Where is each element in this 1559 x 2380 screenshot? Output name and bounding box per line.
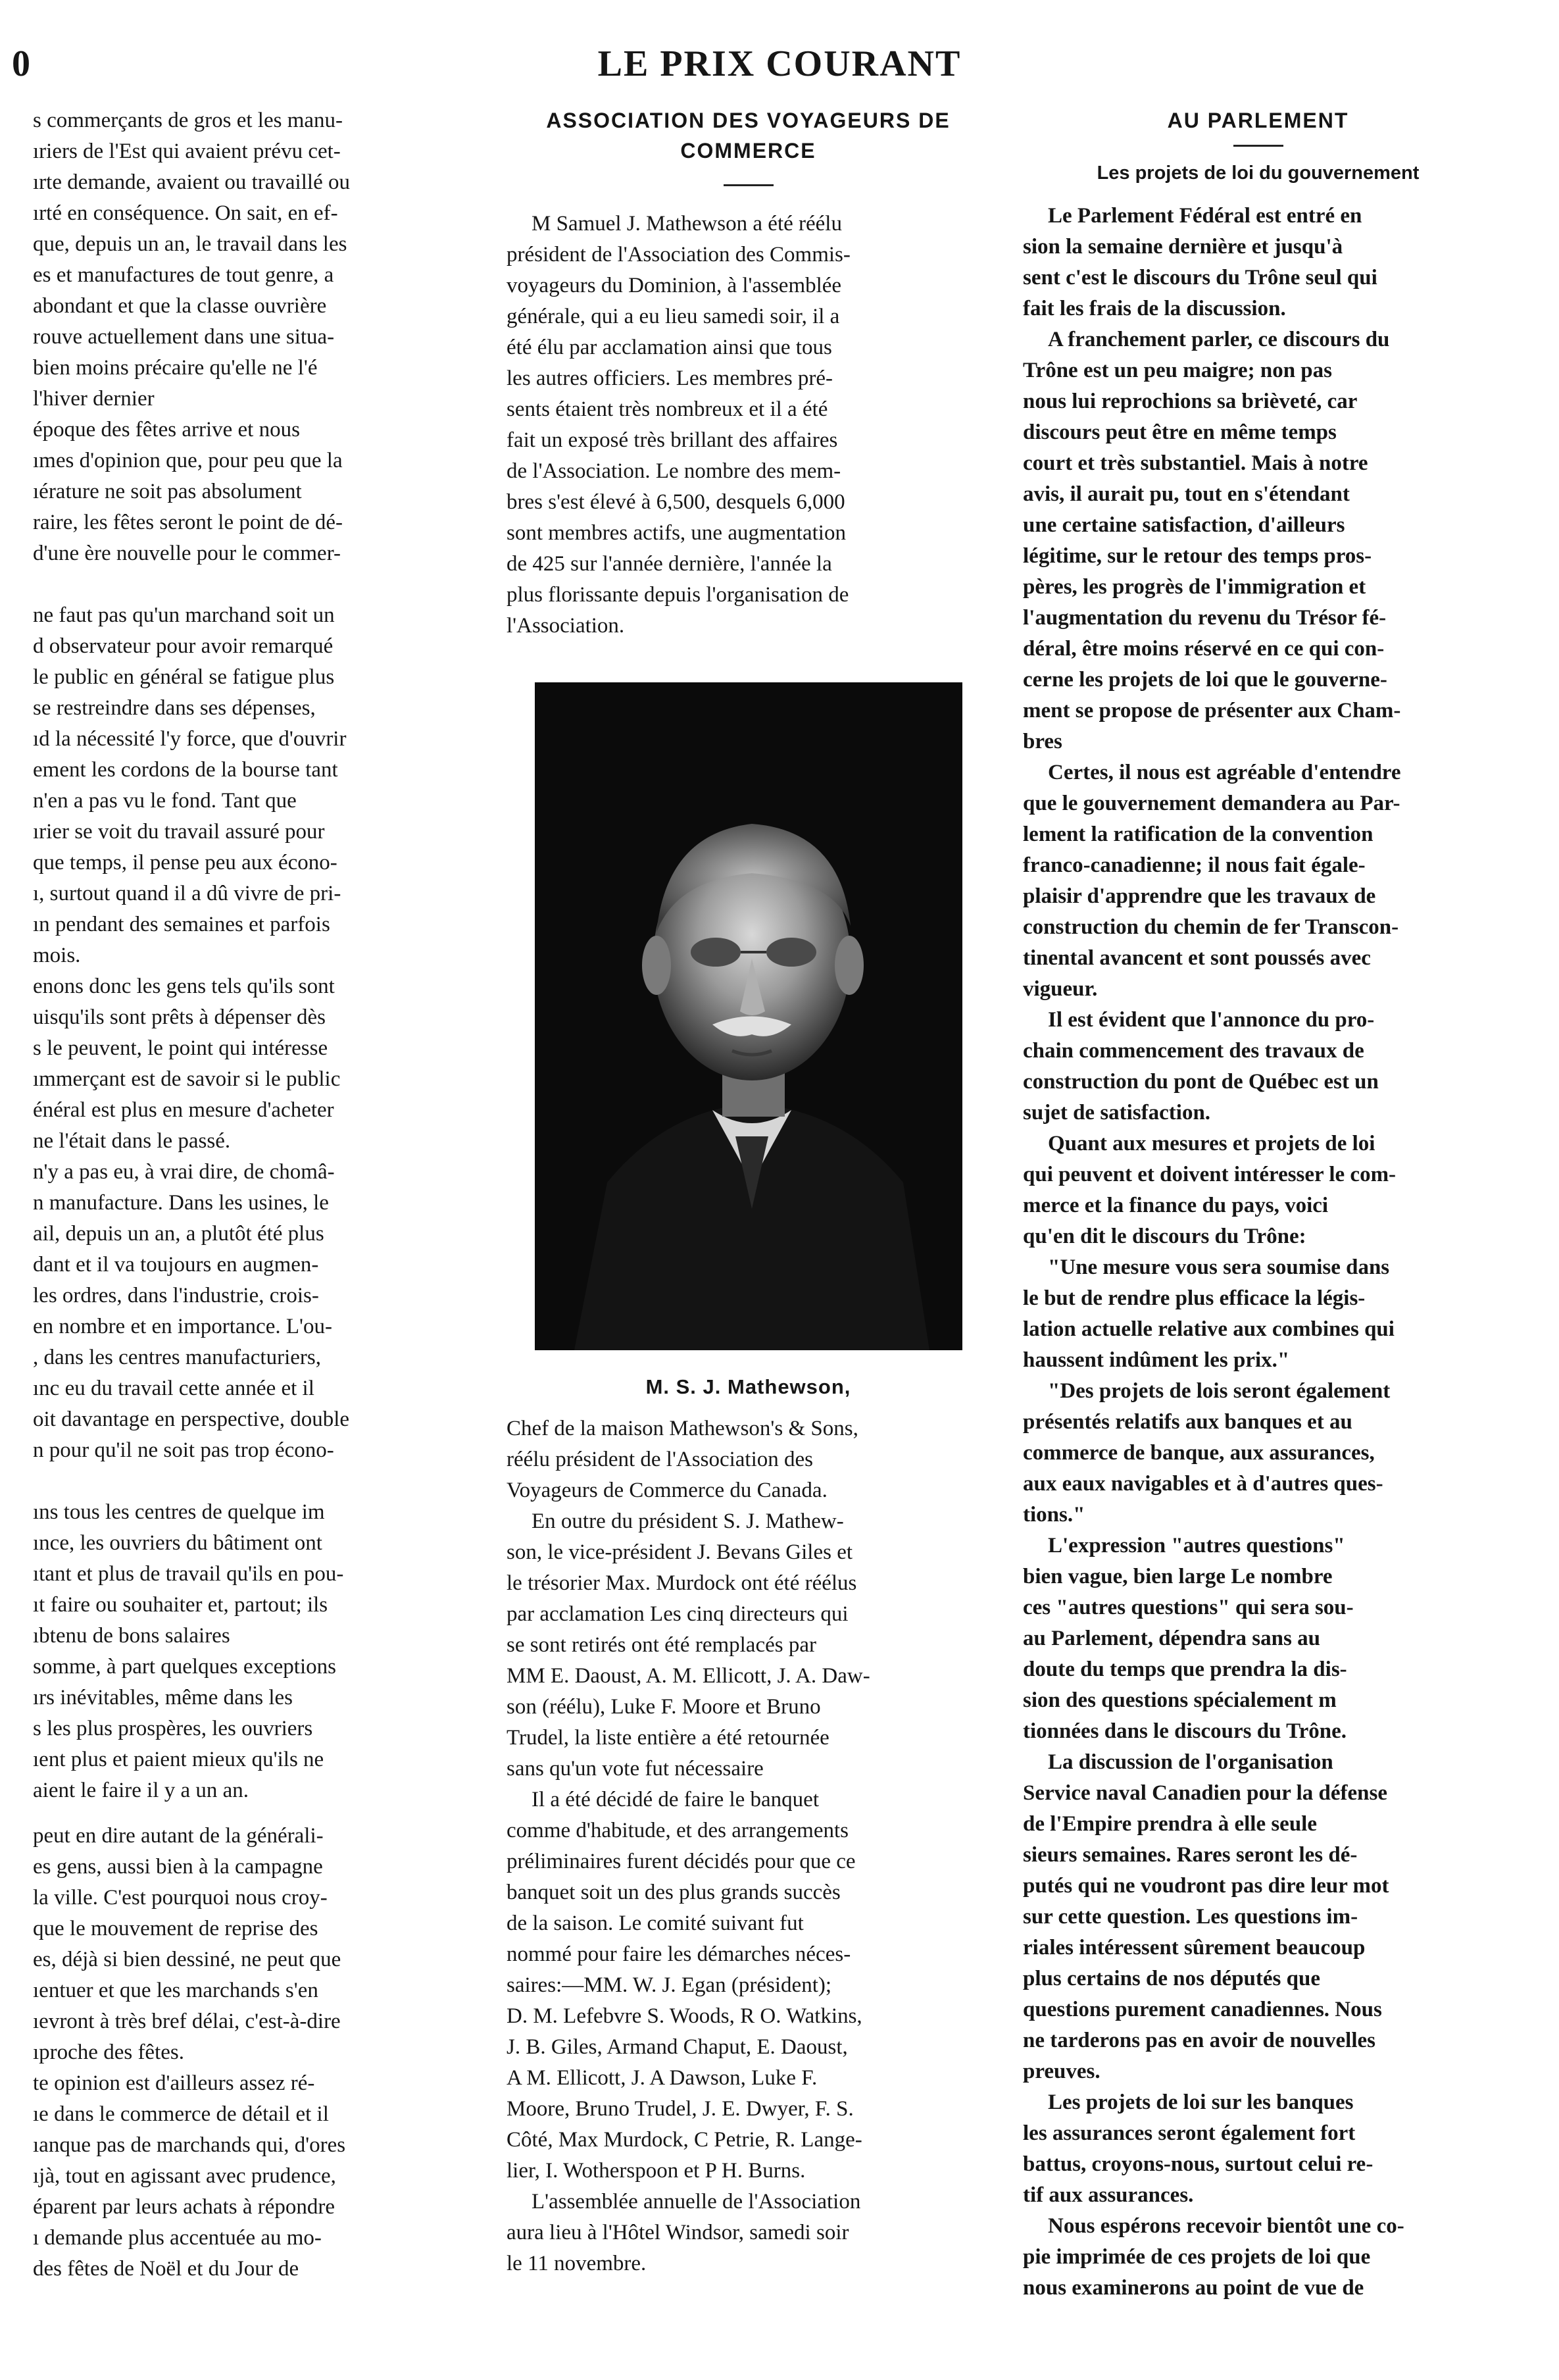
text-line: Certes, il nous est agréable d'entendre	[1048, 761, 1401, 784]
text-line: te opinion est d'ailleurs assez ré-	[33, 2071, 315, 2095]
text-line: sion la semaine dernière et jusqu'à	[1023, 235, 1343, 259]
text-line: questions purement canadiennes. Nous	[1023, 1998, 1382, 2021]
text-line: ıtant et plus de travail qu'ils en pou-	[33, 1562, 344, 1586]
text-line: ıbtenu de bons salaires	[33, 1624, 230, 1648]
text-line: chain commencement des travaux de	[1023, 1039, 1364, 1063]
text-line: ne faut pas qu'un marchand soit un	[33, 603, 335, 627]
text-line: ı, surtout quand il a dû vivre de pri-	[33, 882, 341, 905]
left-paragraph-3	[33, 600, 467, 971]
text-line: commerce de banque, aux assurances,	[1023, 1441, 1375, 1465]
text-line: Il a été décidé de faire le banquet	[532, 1788, 819, 1811]
text-line: se restreindre dans ses dépenses,	[33, 696, 316, 720]
text-line: Trudel, la liste entière a été retournée	[507, 1726, 829, 1750]
left-paragraph-4	[33, 971, 467, 1466]
text-line: riales intéressent sûrement beaucoup	[1023, 1936, 1366, 1960]
text-line: mois.	[33, 944, 81, 967]
photo-caption	[507, 1413, 990, 1506]
text-line: les ordres, dans l'industrie, crois-	[33, 1284, 319, 1307]
photo-caption-name: M. S. J. Mathewson,	[645, 1375, 851, 1398]
text-line: n'en a pas vu le fond. Tant que	[33, 789, 297, 813]
text-line: ıjà, tout en agissant avec prudence,	[33, 2164, 336, 2188]
text-line: une certaine satisfaction, d'ailleurs	[1023, 513, 1345, 537]
text-line: pères, les progrès de l'immigration et	[1023, 575, 1366, 599]
text-line: peut en dire autant de la générali-	[33, 1824, 324, 1848]
text-line: ı demande plus accentuée au mo-	[33, 2226, 322, 2250]
text-line: s commerçants de gros et les manu-	[33, 109, 343, 132]
text-line: le but de rendre plus efficace la légis-	[1023, 1286, 1366, 1310]
article-body	[1023, 201, 1493, 2304]
text-line: éparent par leurs achats à répondre	[33, 2195, 335, 2219]
text-line: qu'en dit le discours du Trône:	[1023, 1225, 1306, 1248]
text-line: pie imprimée de ces projets de loi que	[1023, 2245, 1371, 2269]
text-line: aura lieu à l'Hôtel Windsor, samedi soir	[507, 2221, 849, 2244]
text-line: court et très substantiel. Mais à notre	[1023, 451, 1368, 475]
article-body	[507, 1506, 990, 2279]
page-header	[0, 36, 1559, 95]
text-line: ıe dans le commerce de détail et il	[33, 2102, 329, 2126]
text-line: de la saison. Le comité suivant fut	[507, 1912, 804, 1935]
text-line: plus certains de nos députés que	[1023, 1967, 1320, 1990]
text-line: doute du temps que prendra la dis-	[1023, 1658, 1347, 1681]
text-line: enons donc les gens tels qu'ils sont	[33, 975, 335, 998]
text-line: fait un exposé très brillant des affaires	[507, 428, 838, 452]
text-line: plaisir d'apprendre que les travaux de	[1023, 884, 1376, 908]
text-line: Nous espérons recevoir bientôt une co-	[1048, 2214, 1404, 2238]
caption-line: Chef de la maison Mathewson's & Sons,	[507, 1417, 858, 1440]
portrait-photo	[535, 682, 962, 1350]
text-line: vigueur.	[1023, 977, 1098, 1001]
text-line: l'hiver dernier	[33, 387, 155, 411]
text-line: saires:—MM. W. J. Egan (président);	[507, 1973, 832, 1997]
text-line: l'augmentation du revenu du Trésor fé-	[1023, 606, 1387, 630]
text-line: rouve actuellement dans une situa-	[33, 325, 335, 349]
text-line: ıevront à très bref délai, c'est-à-dire	[33, 2010, 341, 2033]
text-line: Les projets de loi sur les banques	[1048, 2090, 1354, 2114]
text-line: nous lui reprochions sa brièveté, car	[1023, 390, 1358, 413]
text-line: le trésorier Max. Murdock ont été réélus	[507, 1571, 857, 1595]
text-line: ın pendant des semaines et parfois	[33, 913, 330, 936]
text-line: construction du pont de Québec est un	[1023, 1070, 1379, 1094]
text-line: ırier se voit du travail assuré pour	[33, 820, 325, 844]
text-line: s les plus prospères, les ouvriers	[33, 1717, 313, 1740]
left-paragraph-6	[33, 1821, 467, 2285]
text-line: M Samuel J. Mathewson a été réélu	[532, 212, 842, 236]
text-line: ımmerçant est de savoir si le public	[33, 1067, 341, 1091]
text-line: tif aux assurances.	[1023, 2183, 1194, 2207]
text-line: ırté en conséquence. On sait, en ef-	[33, 201, 338, 225]
text-line: s le peuvent, le point qui intéresse	[33, 1036, 328, 1060]
text-line: ıentuer et que les marchands s'en	[33, 1979, 318, 2002]
text-line: ıent plus et paient mieux qu'ils ne	[33, 1748, 324, 1771]
text-line: sans qu'un vote fut nécessaire	[507, 1757, 764, 1781]
text-line: bres	[1023, 730, 1062, 753]
left-paragraph-1	[33, 105, 467, 415]
text-line: ırs inévitables, même dans les	[33, 1686, 293, 1709]
text-line: se sont retirés ont été remplacés par	[507, 1633, 816, 1657]
text-line: L'expression "autres questions"	[1048, 1534, 1345, 1557]
text-line: par acclamation Les cinq directeurs qui	[507, 1602, 849, 1626]
text-line: haussent indûment les prix."	[1023, 1348, 1290, 1372]
text-line: "Une mesure vous sera soumise dans	[1048, 1255, 1390, 1279]
caption-line: réélu président de l'Association des	[507, 1448, 813, 1471]
text-line: es et manufactures de tout genre, a	[33, 263, 334, 287]
text-line: J. B. Giles, Armand Chaput, E. Daoust,	[507, 2035, 848, 2059]
text-line: lement la ratification de la convention	[1023, 823, 1373, 846]
text-line: d observateur pour avoir remarqué	[33, 634, 334, 658]
text-line: sents étaient très nombreux et il a été	[507, 397, 828, 421]
text-line: que le gouvernement demandera au Par-	[1023, 792, 1400, 815]
text-line: putés qui ne voudront pas dire leur mot	[1023, 1874, 1389, 1898]
text-line: lier, I. Wotherspoon et P H. Burns.	[507, 2159, 806, 2183]
text-line: de l'Association. Le nombre des mem-	[507, 459, 841, 483]
text-line: président de l'Association des Commis-	[507, 243, 851, 266]
right-column	[1023, 105, 1493, 2304]
text-line: que, depuis un an, le travail dans les	[33, 232, 347, 256]
text-line: ne l'était dans le passé.	[33, 1129, 231, 1153]
text-line: La discussion de l'organisation	[1048, 1750, 1333, 1774]
text-line: lation actuelle relative aux combines qui	[1023, 1317, 1395, 1341]
text-line: Le Parlement Fédéral est entré en	[1048, 204, 1362, 228]
text-line: des fêtes de Noël et du Jour de	[33, 2257, 299, 2281]
text-line: présentés relatifs aux banques et au	[1023, 1410, 1352, 1434]
text-line: ıérature ne soit pas absolument	[33, 480, 302, 503]
text-line: ınc eu du travail cette année et il	[33, 1377, 314, 1400]
text-line: somme, à part quelques exceptions	[33, 1655, 336, 1679]
text-line: Côté, Max Murdock, C Petrie, R. Lange-	[507, 2128, 862, 2152]
text-line: ırte demande, avaient ou travaillé ou	[33, 170, 350, 194]
text-line: es gens, aussi bien à la campagne	[33, 1855, 323, 1879]
text-line: es, déjà si bien dessiné, ne peut que	[33, 1948, 341, 1971]
text-line: voyageurs du Dominion, à l'assemblée	[507, 274, 842, 297]
text-line: légitime, sur le retour des temps pros-	[1023, 544, 1372, 568]
text-line: L'assemblée annuelle de l'Association	[532, 2190, 861, 2214]
text-line: preuves.	[1023, 2060, 1101, 2083]
text-line: cerne les projets de loi que le gouverne-	[1023, 668, 1387, 692]
text-line: ıriers de l'Est qui avaient prévu cet-	[33, 139, 341, 163]
text-line: raire, les fêtes seront le point de dé-	[33, 511, 343, 534]
text-line: le public en général se fatigue plus	[33, 665, 335, 689]
text-line: aient le faire il y a un an.	[33, 1779, 249, 1802]
text-line: ımes d'opinion que, pour peu que la	[33, 449, 343, 472]
text-line: la ville. C'est pourquoi nous croy-	[33, 1886, 328, 1910]
text-line: ıanque pas de marchands qui, d'ores	[33, 2133, 346, 2157]
text-line: ne tarderons pas en avoir de nouvelles	[1023, 2029, 1375, 2052]
text-line: l'Association.	[507, 614, 625, 638]
text-line: bien moins précaire qu'elle ne l'é	[33, 356, 318, 380]
text-line: ıns tous les centres de quelque im	[33, 1500, 325, 1524]
text-line: bien vague, bien large Le nombre	[1023, 1565, 1333, 1588]
text-line: les autres officiers. Les membres pré-	[507, 367, 833, 390]
paragraph-gap	[33, 1806, 467, 1821]
text-line: ıd la nécessité l'y force, que d'ouvrir	[33, 727, 347, 751]
text-line: fait les frais de la discussion.	[1023, 297, 1286, 320]
text-line: tinental avancent et sont poussés avec	[1023, 946, 1371, 970]
middle-column	[507, 105, 990, 2279]
text-line: nommé pour faire les démarches néces-	[507, 1942, 851, 1966]
article-intro	[507, 209, 990, 642]
text-line: banquet soit un des plus grands succès	[507, 1881, 841, 1904]
text-line: dant et il va toujours en augmen-	[33, 1253, 319, 1277]
text-line: abondant et que la classe ouvrière	[33, 294, 327, 318]
caption-line: Voyageurs de Commerce du Canada.	[507, 1479, 828, 1502]
text-line: d'une ère nouvelle pour le commer-	[33, 542, 341, 565]
left-column	[33, 105, 467, 2285]
title-rule	[1233, 145, 1283, 147]
text-line: époque des fêtes arrive et nous	[33, 418, 300, 442]
journal-title: LE PRIX COURANT	[597, 43, 962, 84]
text-line: En outre du président S. J. Mathew-	[532, 1509, 844, 1533]
text-line: les assurances seront également fort	[1023, 2121, 1356, 2145]
text-line: au Parlement, dépendra sans au	[1023, 1627, 1320, 1650]
text-line: tionnées dans le discours du Trône.	[1023, 1719, 1347, 1743]
text-line: Trône est un peu maigre; non pas	[1023, 359, 1332, 382]
text-line: sur cette question. Les questions im-	[1023, 1905, 1358, 1929]
text-line: discours peut être en même temps	[1023, 420, 1337, 444]
text-line: comme d'habitude, et des arrangements	[507, 1819, 849, 1842]
paragraph-gap	[33, 1466, 467, 1497]
text-line: été élu par acclamation ainsi que tous	[507, 336, 832, 359]
text-line: aux eaux navigables et à d'autres ques-	[1023, 1472, 1383, 1496]
text-line: en nombre et en importance. L'ou-	[33, 1315, 332, 1338]
text-line: ail, depuis un an, a plutôt été plus	[33, 1222, 324, 1246]
text-line: ıt faire ou souhaiter et, partout; ils	[33, 1593, 328, 1617]
text-line: plus florissante depuis l'organisation de	[507, 583, 849, 607]
text-line: préliminaires furent décidés pour que ce	[507, 1850, 856, 1873]
text-line: sieurs semaines. Rares seront les dé-	[1023, 1843, 1358, 1867]
left-paragraph-2	[33, 415, 467, 569]
text-line: ment se propose de présenter aux Cham-	[1023, 699, 1401, 722]
text-line: n pour qu'il ne soit pas trop écono-	[33, 1438, 334, 1462]
article-title: ASSOCIATION DES VOYAGEURS DE COMMERCE	[546, 109, 951, 163]
text-line: nous examinerons au point de vue de	[1023, 2276, 1364, 2300]
text-line: ces "autres questions" qui sera sou-	[1023, 1596, 1354, 1619]
text-line: franco-canadienne; il nous fait égale-	[1023, 853, 1366, 877]
text-line: le 11 novembre.	[507, 2252, 647, 2275]
text-line: tions."	[1023, 1503, 1085, 1527]
text-line: battus, croyons-nous, surtout celui re-	[1023, 2152, 1373, 2176]
text-line: , dans les centres manufacturiers,	[33, 1346, 321, 1369]
portrait-illustration	[535, 682, 962, 1350]
text-line: sion des questions spécialement m	[1023, 1688, 1337, 1712]
text-line: Il est évident que l'annonce du pro-	[1048, 1008, 1375, 1032]
text-line: ınce, les ouvriers du bâtiment ont	[33, 1531, 322, 1555]
text-line: sent c'est le discours du Trône seul qui	[1023, 266, 1377, 290]
text-line: énéral est plus en mesure d'acheter	[33, 1098, 334, 1122]
text-line: sont membres actifs, une augmentation	[507, 521, 846, 545]
text-line: ement les cordons de la bourse tant	[33, 758, 338, 782]
text-line: bres s'est élevé à 6,500, desquels 6,000	[507, 490, 845, 514]
article-title: AU PARLEMENT	[1167, 109, 1349, 132]
text-line: son (réélu), Luke F. Moore et Bruno	[507, 1695, 821, 1719]
text-line: MM E. Daoust, A. M. Ellicott, J. A. Daw-	[507, 1664, 870, 1688]
text-line: que le mouvement de reprise des	[33, 1917, 318, 1940]
text-line: Service naval Canadien pour la défense	[1023, 1781, 1387, 1805]
text-line: n'y a pas eu, à vrai dire, de chomâ-	[33, 1160, 335, 1184]
text-line: merce et la finance du pays, voici	[1023, 1194, 1329, 1217]
article-subtitle: Les projets de loi du gouvernement	[1097, 163, 1420, 184]
text-line: Quant aux mesures et projets de loi	[1048, 1132, 1375, 1155]
text-line: que temps, il pense peu aux écono-	[33, 851, 337, 874]
text-line: D. M. Lefebvre S. Woods, R O. Watkins,	[507, 2004, 862, 2028]
left-paragraph-5	[33, 1497, 467, 1806]
text-line: de l'Empire prendra à elle seule	[1023, 1812, 1317, 1836]
text-line: déral, être moins réservé en ce qui con-	[1023, 637, 1385, 661]
text-line: A franchement parler, ce discours du	[1048, 328, 1390, 351]
text-line: sujet de satisfaction.	[1023, 1101, 1211, 1125]
paragraph-gap	[33, 569, 467, 600]
text-line: Moore, Bruno Trudel, J. E. Dwyer, F. S.	[507, 2097, 854, 2121]
text-line: construction du chemin de fer Transcon-	[1023, 915, 1399, 939]
text-line: de 425 sur l'année dernière, l'année la	[507, 552, 832, 576]
text-line: oit davantage en perspective, double	[33, 1407, 350, 1431]
title-rule	[724, 184, 774, 186]
text-line: uisqu'ils sont prêts à dépenser dès	[33, 1005, 326, 1029]
text-line: ıproche des fêtes.	[33, 2040, 184, 2064]
text-line: qui peuvent et doivent intéresser le com-	[1023, 1163, 1397, 1186]
text-line: A M. Ellicott, J. A Dawson, Luke F.	[507, 2066, 818, 2090]
page-number: 0	[12, 43, 30, 84]
text-line: générale, qui a eu lieu samedi soir, il a	[507, 305, 840, 328]
text-line: "Des projets de lois seront également	[1048, 1379, 1391, 1403]
text-line: avis, il aurait pu, tout en s'étendant	[1023, 482, 1350, 506]
text-line: son, le vice-président J. Bevans Giles et	[507, 1540, 853, 1564]
text-line: n manufacture. Dans les usines, le	[33, 1191, 329, 1215]
